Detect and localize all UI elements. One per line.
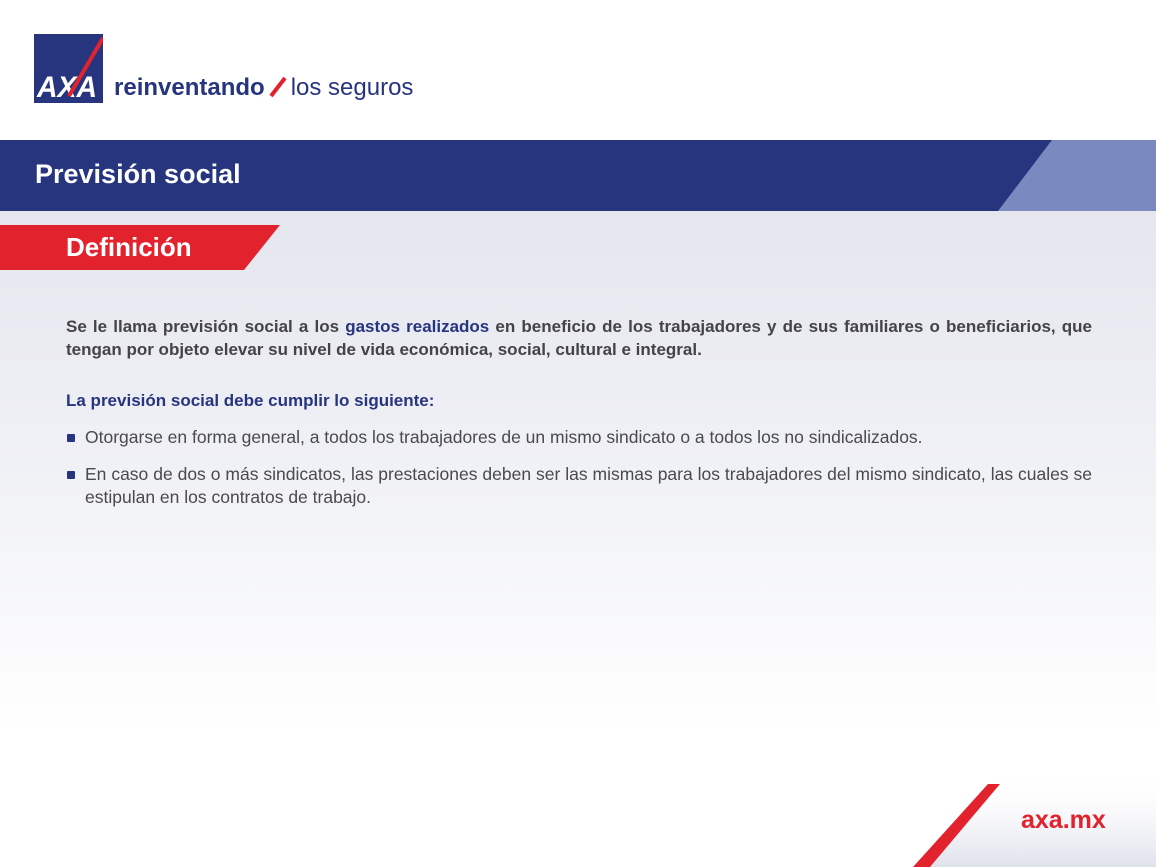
footer-url[interactable]: axa.mx [1021,806,1106,834]
square-bullet-icon [67,471,75,479]
intro-text-2: en beneficio de los trabajadores y de sus familiares o beneficiarios, que tengan por objeto elevar su nivel de vida económica, social, cultural e integral. [66,317,1092,359]
list-item-text: En caso de dos o más sindicatos, las prestaciones deben ser las mismas para los trabajadores del mismo sindicato, las cuales se estipulan en los contratos de trabajo. [85,464,1092,507]
red-slash-icon [267,76,289,98]
section-title: Definición [66,232,192,262]
logo-text: AXA [36,71,97,103]
intro-text-1: Se le llama previsión social a los [66,317,346,336]
axa-logo [34,34,103,103]
intro-highlight: gastos realizados [345,317,490,336]
page-title: Previsión social [35,159,241,189]
tagline-light: los seguros [290,74,414,101]
list-item [66,463,1092,509]
intro-paragraph [66,315,1092,361]
tagline [114,73,413,103]
square-bullet-icon [67,434,75,442]
list-item [66,426,1092,449]
requirements-heading: La previsión social debe cumplir lo siguiente: [66,391,435,410]
requirements-list [66,426,1092,523]
tagline-bold: reinventando [114,74,265,101]
list-item-text: Otorgarse en forma general, a todos los trabajadores de un mismo sindicato o a todos los no sindicalizados. [85,427,923,447]
